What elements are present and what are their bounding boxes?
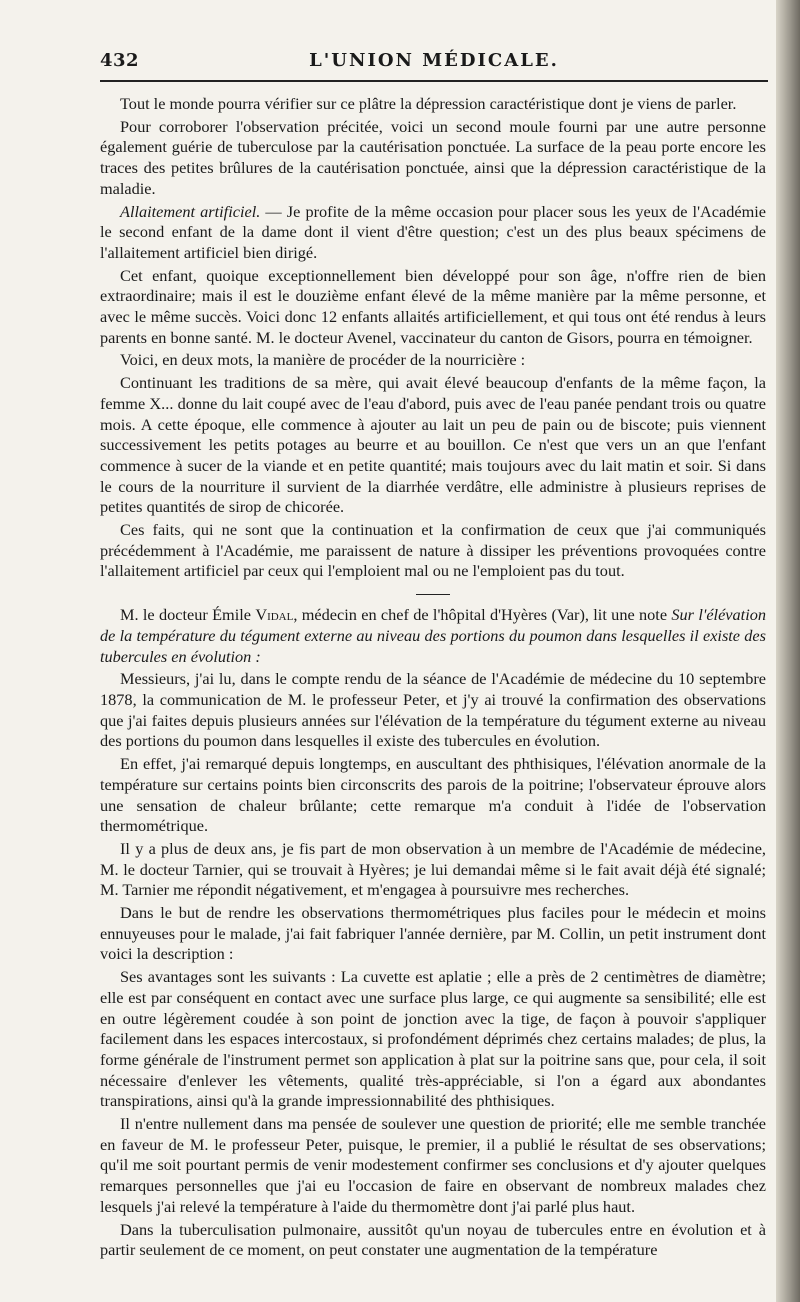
- paragraph: Ses avantages sont les suivants : La cuvette est aplatie ; elle a près de 2 centimètres de diamètre; elle est par conséquent en contact avec une surface plus large, ce qui augmente sa sensibilité; elle est en outre légèrement coudée à son point de jonction avec la tige, de façon à pouvoir s'appliquer facilement dans les espaces intercostaux, si profondément déprimés chez certains malades; de plus, la forme générale de l'instrument permet son application à plat sur la poitrine sans que, pour cela, il soit nécessaire d'enlever les vêtements, qualité très-appréciable, si l'on a égard aux abondantes transpirations, ainsi qu'à la grande impressionnabilité des phthisiques.: [100, 967, 766, 1111]
- article-body: [100, 94, 766, 1263]
- paragraph: [100, 202, 766, 264]
- running-title: L'UNION MÉDICALE.: [309, 50, 559, 71]
- paragraph: Continuant les traditions de sa mère, qui avait élevé beaucoup d'enfants de la même façon, la femme X... donne du lait coupé avec de l'eau d'abord, puis avec de l'eau panée pendant trois ou quatre mois. A cette époque, elle commence à ajouter au lait un peu de pain ou de biscote; puis viennent successivement les petits potages au beurre et au bouillon. Ce n'est que vers un an que l'enfant commence à sucer de la viande et en petite quantité; mais toujours avec du lait matin et soir. Si dans le cours de la nourriture il survient de la diarrhée verdâtre, elle administre à plusieurs reprises de petites quantités de sirop de chicorée.: [100, 373, 766, 517]
- section-divider: [416, 594, 450, 595]
- paragraph: Dans le but de rendre les observations thermométriques plus faciles pour le médecin et moins ennuyeuses pour le malade, j'ai fait fabriquer l'année dernière, par M. Collin, un petit instrument dont voici la description :: [100, 903, 766, 964]
- paragraph: Messieurs, j'ai lu, dans le compte rendu de la séance de l'Académie de médecine du 10 septembre 1878, la communication de M. le professeur Peter, et j'y ai trouvé la confirmation des observations que j'ai faites depuis plusieurs années sur l'élévation de la température du tégument externe au niveau des portions du poumon dans lesquelles il existe des tubercules en évolution.: [100, 669, 766, 751]
- paragraph: Cet enfant, quoique exceptionnellement bien développé pour son âge, n'offre rien de bien extraordinaire; mais il est le douzième enfant élevé de la même manière par la même personne, et avec le même succès. Voici donc 12 enfants allaités artificiellement, et qui tous ont été rendus à leurs parents en bonne santé. M. le docteur Avenel, vaccinateur du canton de Gisors, pourra en témoigner.: [100, 265, 766, 347]
- paragraph: Dans la tuberculisation pulmonaire, aussitôt qu'un noyau de tubercules entre en évolution et à partir seulement de ce moment, on peut constater une augmentation de la température: [100, 1219, 766, 1260]
- section-intro: [100, 605, 766, 667]
- paragraph: Pour corroborer l'observation précitée, voici un second moule fourni par une autre personne également guérie de tuberculose par la cautérisation ponctuée. La surface de la peau porte encore les traces des petites brûlures de la cautérisation ponctuée, ainsi que la dépression caractéristique de la maladie.: [100, 116, 766, 198]
- paragraph: Tout le monde pourra vérifier sur ce plâtre la dépression caractéristique dont je viens de parler.: [120, 94, 737, 113]
- book-gutter-edge: [776, 0, 800, 1302]
- note-title: Sur l'élévation de la température du tégument externe au niveau des portions du poumon dans lesquelles il existe des tubercules en évolution :: [100, 605, 766, 666]
- paragraph: En effet, j'ai remarqué depuis longtemps, en auscultant des phthisiques, l'élévation anormale de la température sur certains points bien circonscrits des parois de la poitrine; l'observateur éprouve alors une sensation de chaleur brûlante; cette remarque m'a conduit à l'idée de l'observation thermométrique.: [100, 754, 766, 836]
- intro-text: , médecin en chef de l'hôpital d'Hyères (Var), lit une note: [293, 605, 672, 625]
- paragraph: Ces faits, qui ne sont que la continuation et la confirmation de ceux que j'ai communiqués précédemment à l'Académie, me paraissent de nature à dissiper les préventions provoquées contre l'allaitement artificiel par ceux qui l'emploient mal ou ne l'emploient pas du tout.: [100, 520, 766, 581]
- page-header: [100, 46, 768, 76]
- author-name: Vidal: [255, 605, 294, 625]
- header-rule: [100, 80, 768, 82]
- paragraph-text: — Je profite de la même occasion pour placer sous les yeux de l'Académie le second enfant de la dame dont il vient d'être question; c'est un des plus beaux spécimens de l'allaitement artificiel bien dirigé.: [100, 201, 767, 262]
- section-lead: Allaitement artificiel.: [120, 201, 261, 221]
- page-number: 432: [100, 50, 140, 71]
- intro-text: M. le docteur Émile: [120, 605, 256, 625]
- paragraph: Voici, en deux mots, la manière de procéder de la nourricière :: [120, 350, 526, 370]
- paragraph: Il n'entre nullement dans ma pensée de soulever une question de priorité; elle me semble tranchée en faveur de M. le professeur Peter, puisque, le premier, il a publié le résultat de ses observations; qu'il me soit pourtant permis de venir modestement confirmer ses conclusions et d'y ajouter quelques remarques personnelles que j'ai eu l'occasion de faire en observant de nombreux malades chez lesquels j'ai relevé la température à l'aide du thermomètre dont j'ai parlé plus haut.: [100, 1114, 766, 1216]
- paragraph: Il y a plus de deux ans, je fis part de mon observation à un membre de l'Académie de médecine, M. le docteur Tarnier, qui se trouvait à Hyères; je lui demandai même si le fait avait déjà été signalé; M. Tarnier me répondit négativement, et m'engagea à poursuivre mes recherches.: [100, 838, 766, 900]
